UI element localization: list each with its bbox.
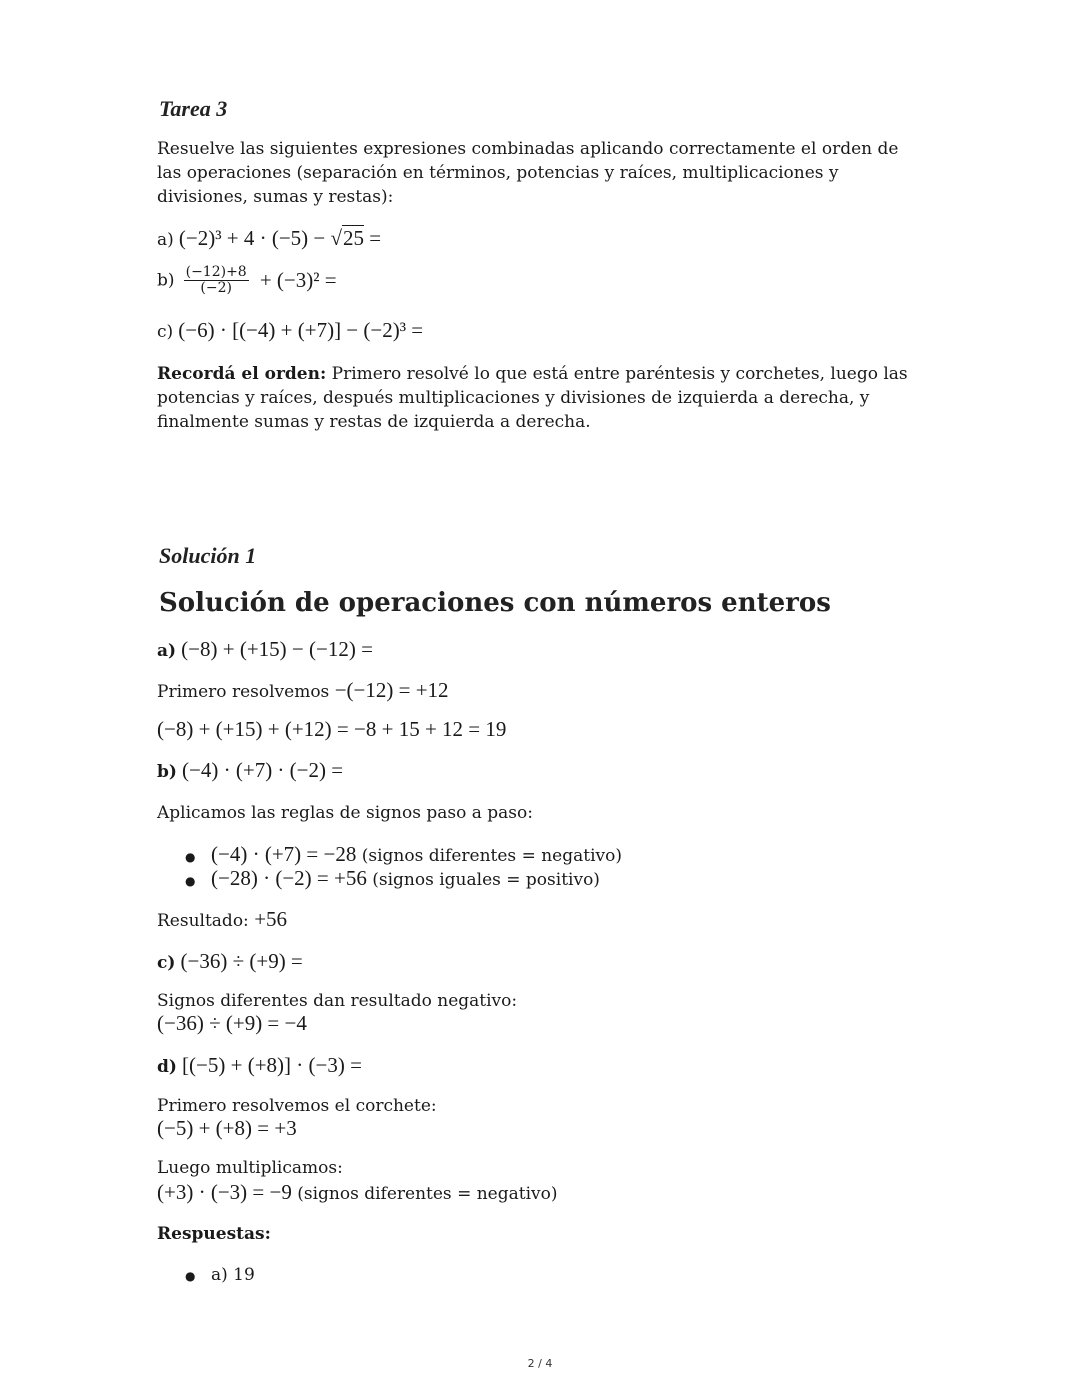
expr-part: = (364, 226, 382, 250)
answer-item (185, 1265, 255, 1285)
math-expression: (−8) + (+15) − (−12) = (181, 637, 373, 661)
item-label: d) (157, 1057, 177, 1077)
math-expression: (−28) · (−2) = +56 (211, 866, 367, 890)
solution-c-math: (−36) ÷ (+9) = −4 (157, 1011, 307, 1035)
solution-item-a (157, 637, 373, 662)
answer-text: a) 19 (211, 1265, 255, 1285)
solution-d-line2 (157, 1180, 557, 1205)
bullet-icon: ● (185, 873, 196, 888)
solution-item-d (157, 1053, 362, 1078)
solution-c-text: Signos diferentes dan resultado negativo: (157, 991, 518, 1011)
math-expression: (−4) · (+7) · (−2) = (182, 758, 344, 782)
math-expression: −(−12) = +12 (334, 678, 449, 702)
note-text: (signos diferentes = negativo) (291, 1184, 558, 1204)
list-item (185, 866, 600, 891)
solution-b-intro: Aplicamos las reglas de signos paso a paso: (157, 803, 533, 823)
task-item-a (157, 226, 381, 251)
result-text: Resultado: (157, 911, 255, 931)
math-expression: +56 (254, 907, 288, 931)
task-title: Tarea 3 (159, 96, 228, 121)
task-intro: Resuelve las siguientes expresiones combinadas aplicando correctamente el orden de las operaciones (separación en términos, potencias y raíces, multiplicaciones y divisiones, sumas y restas): (157, 139, 899, 207)
math-expression: (−36) ÷ (+9) = (180, 949, 303, 973)
solution-d-text2: Luego multiplicamos: (157, 1158, 343, 1178)
math-expression: (+3) · (−3) = −9 (157, 1180, 292, 1204)
task-item-c (157, 318, 423, 343)
item-label: a) (157, 230, 174, 250)
note-text: (signos iguales = positivo) (366, 870, 600, 890)
reminder-paragraph (157, 362, 917, 434)
solution-item-c (157, 949, 303, 974)
item-label: b) (157, 270, 175, 291)
fraction (184, 265, 249, 296)
solution-a-step (157, 678, 449, 703)
item-label: a) (157, 641, 177, 661)
item-label: c) (157, 322, 174, 342)
reminder-text: Primero resolvé lo que está entre paréntesis y corchetes, luego las potencias y raíces, después multiplicaciones y divisiones de izquierda a derecha, y finalmente sumas y restas de izquierda a derecha. (157, 364, 908, 432)
reminder-bold: Recordá el orden: (157, 364, 327, 384)
solution-b-result (157, 907, 287, 932)
fraction-numerator: (−12)+8 (185, 264, 247, 280)
solution-d-math1: (−5) + (+8) = +3 (157, 1116, 297, 1140)
fraction-denominator: (−2) (200, 280, 232, 296)
solution-a-result: (−8) + (+15) + (+12) = −8 + 15 + 12 = 19 (157, 717, 507, 741)
item-label: c) (157, 953, 176, 973)
math-expression: (−6) · [(−4) + (+7)] − (−2)³ = (178, 318, 424, 342)
math-expression: + (−3)² = (259, 268, 337, 292)
item-label: b) (157, 762, 177, 782)
math-expression: (−4) · (+7) = −28 (211, 842, 357, 866)
solution-d-text1: Primero resolvemos el corchete: (157, 1096, 437, 1116)
expr-part: (−2)³ + 4 · (−5) − √ (178, 226, 343, 250)
radicand: 25 (343, 226, 365, 250)
bullet-icon: ● (185, 1268, 196, 1283)
solution-heading: Solución de operaciones con números enteros (159, 588, 831, 618)
task-item-b (157, 265, 337, 296)
list-item (185, 842, 622, 867)
solution-title: Solución 1 (159, 543, 257, 568)
answers-title: Respuestas: (157, 1224, 271, 1244)
step-text: Primero resolvemos (157, 682, 335, 702)
math-expression (179, 225, 381, 250)
note-text: (signos diferentes = negativo) (356, 846, 622, 866)
solution-item-b (157, 758, 343, 783)
math-expression: [(−5) + (+8)] · (−3) = (182, 1053, 362, 1077)
page-number: 2 / 4 (527, 1357, 553, 1370)
bullet-icon: ● (185, 849, 196, 864)
